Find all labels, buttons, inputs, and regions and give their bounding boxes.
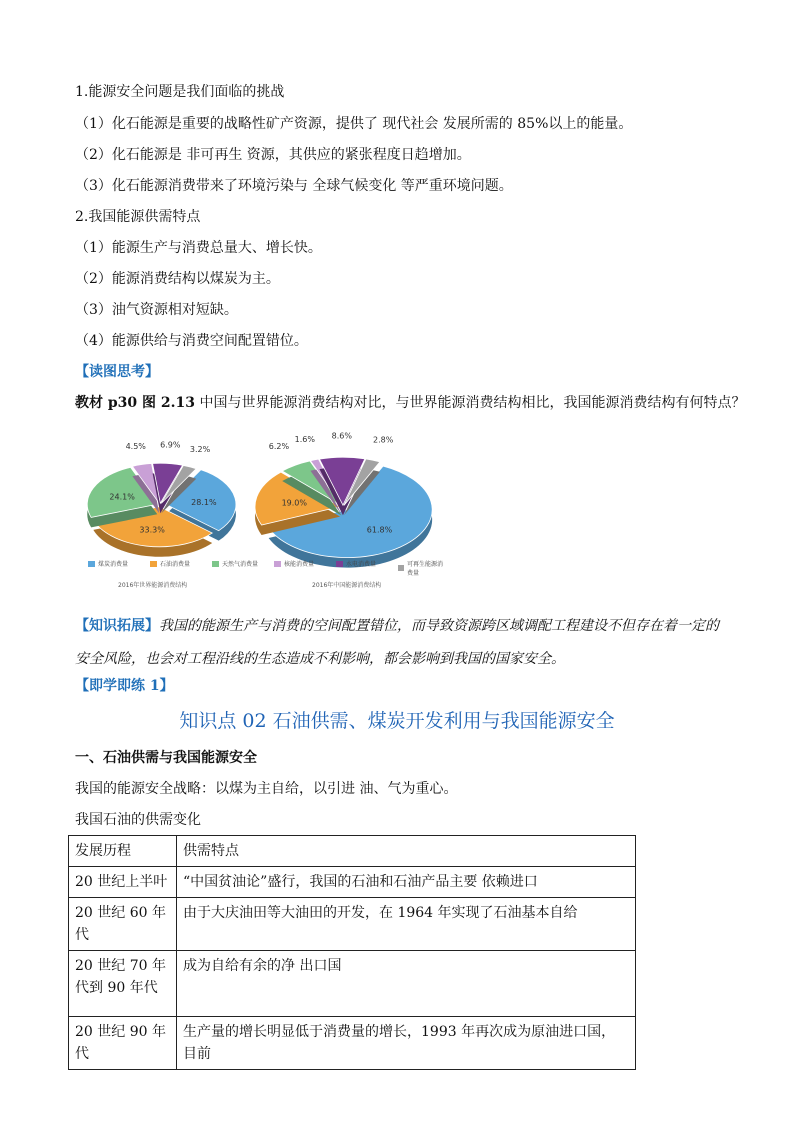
feature-3: （3）油气资源相对短缺。 xyxy=(75,302,238,318)
pie-data-label: 6.2% xyxy=(268,442,290,452)
pie-data-label: 8.6% xyxy=(331,431,353,441)
practice-tag: 【即学即练 1】 xyxy=(75,678,174,694)
row-feature: 生产量的增长明显低于消费量的增长，1993 年再次成为原油进口国，目前 xyxy=(177,1017,636,1070)
legend-item xyxy=(88,559,128,568)
legend-item xyxy=(212,559,258,568)
legend-label: 天然气消费量 xyxy=(222,561,259,568)
row-period: 20 世纪 70 年代到 90 年代 xyxy=(69,951,177,1017)
knowledge-point-title: 知识点 02 石油供需、煤炭开发利用与我国能源安全 xyxy=(179,710,615,732)
legend-swatch xyxy=(88,561,95,567)
read-think-question xyxy=(75,393,745,413)
legend-label: 核能消费量 xyxy=(284,561,315,568)
legend-item xyxy=(336,559,376,568)
legend-label: 可再生能源消费量 xyxy=(406,561,443,577)
point-1: （1）化石能源是重要的战略性矿产资源，提供了 现代社会 发展所需的 85%以上的能量。 xyxy=(75,116,633,132)
table-caption: 我国石油的供需变化 xyxy=(75,812,201,828)
section-heading: 一、石油供需与我国能源安全 xyxy=(75,750,257,766)
question-text: 中国与世界能源消费结构对比，与世界能源消费结构相比，我国能源消费结构有何特点？ xyxy=(195,395,746,411)
pie-data-label: 1.6% xyxy=(294,434,315,444)
legend-swatch xyxy=(398,565,404,571)
legend-swatch xyxy=(274,561,281,567)
world-pie-title: 2016年世界能源消费结构 xyxy=(118,582,188,589)
legend-label: 煤炭消费量 xyxy=(98,561,129,568)
table-row xyxy=(69,951,636,1017)
extension-text: 我国的能源生产与消费的空间配置错位，而导致资源跨区域调配工程建设不但存在着一定的安全风险，也会对工程沿线的生态造成不利影响，都会影响到我国的国家安全。 xyxy=(75,618,719,667)
read-think-tag: 【读图思考】 xyxy=(75,364,159,380)
pie-legend xyxy=(88,559,448,577)
extension-tag: 【知识拓展】 xyxy=(75,618,159,634)
textbook-ref: 教材 p30 图 2.13 xyxy=(75,395,195,411)
row-period: 20 世纪上半叶 xyxy=(69,867,177,898)
legend-swatch xyxy=(150,561,157,567)
legend-swatch xyxy=(212,561,219,567)
knowledge-extension xyxy=(75,610,720,676)
point-2: （2）化石能源是 非可再生 资源，其供应的紧张程度日趋增加。 xyxy=(75,147,471,163)
legend-label: 水电消费量 xyxy=(346,561,377,568)
pie-data-label: 19.0% xyxy=(281,498,307,508)
header-features: 供需特点 xyxy=(177,836,636,867)
pie-data-label: 61.8% xyxy=(366,525,393,535)
legend-item xyxy=(150,559,190,568)
row-feature: “中国贫油论”盛行，我国的石油和石油产品主要 依赖进口 xyxy=(177,867,636,898)
pie-data-label: 2.8% xyxy=(373,435,394,445)
feature-2: （2）能源消费结构以煤炭为主。 xyxy=(75,271,280,287)
legend-item xyxy=(398,559,448,577)
table-header-row xyxy=(69,836,636,867)
heading-energy-security: 1.能源安全问题是我们面临的挑战 xyxy=(75,84,285,100)
feature-1: （1）能源生产与消费总量大、增长快。 xyxy=(75,240,322,256)
oil-supply-table xyxy=(68,835,636,1070)
table-row xyxy=(69,867,636,898)
pie-data-label: 28.1% xyxy=(191,497,217,507)
legend-label: 石油消费量 xyxy=(160,561,191,568)
row-period: 20 世纪 60 年代 xyxy=(69,898,177,951)
row-period: 20 世纪 90 年代 xyxy=(69,1017,177,1070)
strategy-line: 我国的能源安全战略：以煤为主自给，以引进 油、气为重心。 xyxy=(75,781,458,797)
row-feature: 由于大庆油田等大油田的开发，在 1964 年实现了石油基本自给 xyxy=(177,898,636,951)
pie-data-label: 33.3% xyxy=(139,525,165,535)
pie-data-label: 4.5% xyxy=(125,441,146,451)
header-history: 发展历程 xyxy=(69,836,177,867)
pie-data-label: 6.9% xyxy=(160,440,181,450)
pie-data-label: 3.2% xyxy=(189,445,211,455)
legend-swatch xyxy=(336,561,343,567)
heading-supply-demand: 2.我国能源供需特点 xyxy=(75,209,201,225)
row-feature: 成为自给有余的净 出口国 xyxy=(177,951,636,1017)
legend-item xyxy=(274,559,314,568)
china-pie-title: 2016年中国能源消费结构 xyxy=(312,582,382,589)
table-row xyxy=(69,898,636,951)
table-row xyxy=(69,1017,636,1070)
feature-4: （4）能源供给与消费空间配置错位。 xyxy=(75,333,308,349)
point-3: （3）化石能源消费带来了环境污染与 全球气候变化 等严重环境问题。 xyxy=(75,178,513,194)
pie-data-label: 24.1% xyxy=(109,492,135,502)
